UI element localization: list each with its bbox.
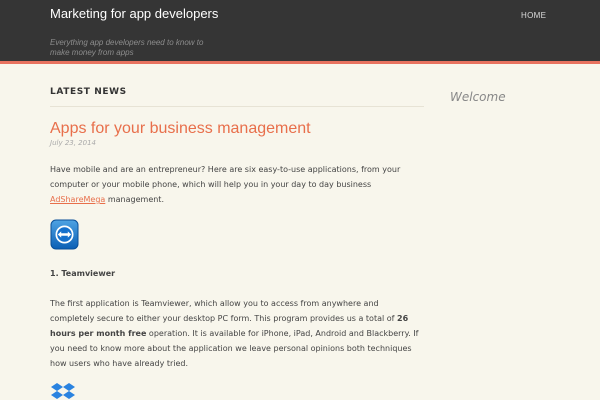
teamviewer-paragraph — [50, 296, 422, 371]
post-intro-paragraph — [50, 162, 422, 207]
adsharemega-link[interactable]: AdShareMega — [50, 195, 106, 204]
intro-text: Have mobile and are an entrepreneur? Here are six easy-to-use applications, from your computer or your mobile phone, which will help you in your day to day business — [50, 165, 401, 189]
nav-home-link[interactable]: HOME — [521, 11, 547, 20]
dropbox-logo-icon — [50, 382, 76, 400]
teamviewer-hours-bold: 26 hours per month free — [50, 314, 409, 338]
post-title-link[interactable]: Apps for your business management — [50, 120, 311, 137]
intro-text-end: management. — [105, 195, 164, 204]
teamviewer-text-b: operation. It is available for iPhone, iPad, Android and Blackberry. If you need to know more about the application we leave personal opinions both techniques how users who have already tried. — [50, 329, 419, 368]
post-date: July 23, 2014 — [50, 139, 96, 147]
site-tagline: Everything app developers need to know to make money from apps — [50, 38, 204, 57]
section-title: LATEST NEWS — [50, 87, 127, 97]
item-heading-teamviewer: 1. Teamviewer — [50, 269, 116, 278]
site-header — [0, 0, 600, 61]
teamviewer-logo-icon — [50, 219, 79, 250]
sidebar-welcome-heading: Welcome — [450, 90, 506, 104]
header-accent-line — [0, 61, 600, 64]
teamviewer-text-a: The first application is Teamviewer, which allow you to access from anywhere and completely secure to either your desktop PC form. This program provides us a total of — [50, 299, 398, 323]
section-divider — [50, 106, 424, 107]
site-title[interactable]: Marketing for app developers — [50, 6, 219, 21]
